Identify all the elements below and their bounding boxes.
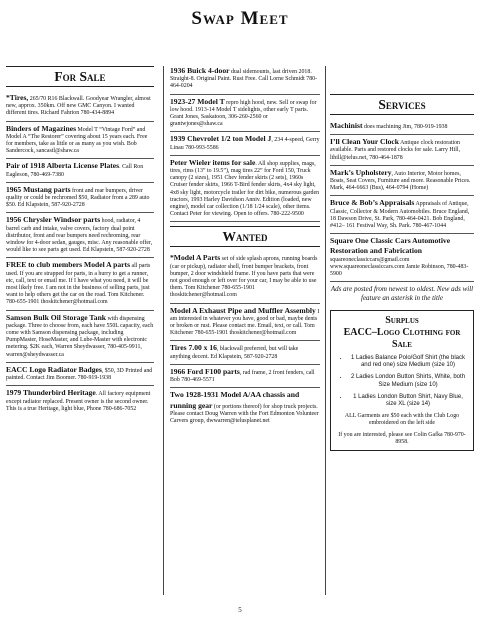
ad-title: 1956 Chrysler Windsor parts	[6, 215, 101, 225]
classified-ad	[170, 304, 320, 342]
classified-ad	[330, 196, 474, 234]
classified-ad	[6, 159, 154, 182]
ad-title: EACC Logo Radiator Badges	[6, 364, 102, 374]
ad-body: Model T “Vintage Ford” and Model A “The Restorer” covering about 15 years each. Free for members, take as little or as many as you wish. Bob Sandercock, sancastl@shaw.ca	[6, 126, 148, 155]
classified-ad	[170, 341, 320, 364]
ad-body: , rad frame, 2 front fenders, call Bob 780-469-5571	[170, 369, 315, 384]
ad-body: set of side splash aprons, running boards (car or pickup), radiator shell, front bumper brackets, front bumper, 2 door windshield frame. If you have parts that were not good enough or left over for your car, I may be able to use them. Tom Kitchener 780-655-1901 thoskitchener@hotmail.com	[170, 256, 318, 299]
classified-ad	[170, 388, 320, 428]
posting-notice: Ads are posted from newest to oldest. New ads will feature an asterisk in the title	[330, 285, 474, 302]
ad-title: 1965 Mustang parts	[6, 184, 71, 194]
ad-title: Samson Bulk Oil Storage Tank	[6, 312, 107, 322]
classified-ad	[330, 135, 474, 166]
clothing-promo-box	[330, 310, 474, 451]
classified-ad	[6, 258, 154, 310]
services-column	[330, 64, 474, 451]
classified-ad	[170, 251, 320, 303]
classified-ad	[170, 64, 320, 95]
ad-title: Tires 7.00 x 16	[170, 343, 217, 353]
ad-title: 1936 Buick 4-door	[170, 66, 230, 75]
ad-body: 265/70 R16 Blackwall. Goodyear Wrangler, almost new, approx. 350km. Off new GMC Canyon. I wanted different tires. Richard Fahrion 780-434-8894	[6, 96, 151, 117]
ad-body: , 234 4-speed, Gerry Linau 780-993-5586	[170, 137, 320, 151]
services-heading: Services	[330, 94, 474, 115]
ad-body: dual sidemounts, last driven 2018. Straight-8. Original Paint. Rust Free. Call Lorne Schmidt 780-464-0204	[170, 69, 318, 90]
ad-title: Two 1928-1931 Model A/AA chassis and running gear	[170, 390, 300, 410]
middle-column	[170, 64, 320, 428]
promo-contact-note: If you are interested, please see Colin Gafka 780-970-8958.	[338, 432, 466, 446]
ad-title: FREE to club members Model A parts	[6, 260, 131, 270]
ad-body: . All factory equipment except radiator replaced. Present owner is the second owner. This is a true Heritage, light blue, Phone 780-686-7052	[6, 391, 151, 412]
ad-body: Antique clock restoration available. Parts and restored clocks for sale. Larry Hill, lthill@telus.net, 780-464-1878	[330, 140, 461, 161]
classified-ad	[170, 132, 320, 155]
classified-ad	[6, 311, 154, 363]
ad-title: Peter Wieler items for sale	[170, 157, 256, 167]
ad-title: Square One Classic Cars Automotive Restoration and Fabrication	[330, 236, 451, 256]
ad-title: Mark’s Upholstery	[330, 167, 392, 177]
ad-body: . Call Ron Eagleson, 780-469-7380	[6, 164, 144, 178]
ad-title: Pair of 1918 Alberta License Plates	[6, 161, 120, 171]
ad-title: I’ll Clean Your Clock	[330, 137, 399, 147]
promo-title-line: Surplus	[385, 315, 419, 327]
ad-body: all parts used. If you are strapped for parts, in a hurry to get a runner, etc, call, text or email me. If I have what you need, it will be most likely free. I am not in the business of selling parts, just want to help others get the car on the road. Tom Kitchener. 780-655-1901 thoskitchener@hotmail.com	[6, 263, 151, 306]
ad-body: squareoneclassiccars@gmail.com www.squareoneclassiccars.com Jamie Robinson, 780-483-5900	[330, 256, 469, 278]
ad-title: 1939 Chevrolet 1/2 ton Model J	[170, 134, 272, 144]
ad-title: Binders of Magazines	[6, 123, 77, 133]
ad-title: 1979 Thunderbird Heritage	[6, 388, 96, 398]
ad-body: does machining Jim, 780-919-1938	[362, 124, 448, 130]
classified-ad	[6, 122, 154, 160]
classified-ad	[6, 386, 154, 416]
promo-item-list	[337, 355, 467, 408]
ad-title: *Model A Parts	[170, 253, 221, 263]
promo-item: • 1 Ladies London Button Shirt, Navy Blue, size XL (size 14)	[349, 394, 467, 408]
promo-title	[337, 315, 467, 351]
classified-ad	[330, 119, 474, 135]
wanted-heading: Wanted	[170, 226, 320, 247]
ad-body: I am interested in whatever you have, good or bad, maybe dents or broken or rust. Please contact me. Email, text, or call. Tom Kitchener 780-655-1901 thoskitchener@hotmail.com	[170, 308, 320, 337]
promo-item: • 2 Ladies London Button Shirts, White, both Size Medium (size 10)	[349, 374, 467, 388]
classified-ad	[170, 156, 320, 223]
classified-ad	[330, 234, 474, 282]
ad-title: *Tires,	[6, 93, 29, 102]
ad-body: repro high hood, new. Sell or swap for low hood. 1913-14 Model T sidelights, other early T parts. Grant Jones, Saskatoon, 306-260-2560 or grantwjones@shaw.ca	[170, 99, 317, 128]
ad-title: Bruce & Bob’s Appraisals	[330, 198, 415, 208]
classified-ad	[6, 213, 154, 258]
ad-body: , $50, 3D Printed and painted. Contact Jim Boomer. 780-919-1938	[6, 367, 153, 382]
ad-title: 1923-27 Model T	[170, 96, 225, 106]
column-divider	[325, 66, 326, 595]
column-divider	[163, 66, 164, 595]
classified-ad	[170, 95, 320, 133]
classified-ad	[170, 365, 320, 388]
classified-ad	[6, 183, 154, 214]
ad-body: front and rear bumpers, driver quality or could be rechromed $50, Radiator from a 289 auto $50. Ed Klapstein, 587-920-2728	[6, 187, 150, 209]
ad-body: Appraisals of Antique, Classic, Collector & Modern Automobiles. Bruce England, 18 Dawson Drive, St. Park, 780-464-0421. Bob England, #412– 161 Festival Way, Sh. Park. 780-467-1044	[330, 201, 470, 230]
promo-item: • 1 Ladies Balance Polo/Golf Shirt (the black and red one) size Medium (size 10)	[349, 355, 467, 369]
classified-ad	[6, 363, 154, 386]
ad-body: , Auto Interior, Motor homes, Boats, Seat Covers, Furniture and more. Reasonable Prices. Mark, 464-6663 (Bus), 464-0794 (Home)	[330, 170, 471, 192]
ad-body: hood, radiator, 4 barrel carb and intake, valve covers, factory dual point distributor, front and rear bumpers need rechroming, rear window for 4-door sedan, gauges, misc. Any reasonable offer, would like to see parts get used. Ed Klapstein, 587-920-2728	[6, 218, 153, 254]
classified-ad	[330, 166, 474, 197]
for-sale-heading: For Sale	[6, 66, 154, 87]
ad-body: . All shop supplies, mags, tires, rims (13” to 19.5”), mag tires 22” for Ford 150, Truck canopy (2 sizes), 1951 Chev fender skirts (2 sets), 1960s Cruiser fender skirts, 1966 T-Bird fender skirts, 4x4 sky light, 4x8 sky light, motorcycle trailer for dirt bike, numerous garden tractors, 1993 Harley Davidson Anniv. Edition (loaded, new engine), model car collection (1/18 1/24 scale), other items. Contact Peter for viewing. Open to offers. 780-222-9500	[170, 160, 320, 218]
ad-body: (or portions thereof) for shop truck projects. Please contact Doug Warren with the Fort Edmonton Volunteer Carvers group, dwwarren@telusplanet.net	[170, 403, 319, 424]
promo-price-note: ALL Garments are $50 each with the Club Logo embroidered on the left side	[344, 413, 460, 427]
page-title: Swap Meet	[191, 8, 289, 29]
ad-body: , blackwall preferred, but will take anything decent. Ed Klapstein, 587-920-2728	[170, 346, 299, 360]
for-sale-column	[6, 66, 154, 416]
ad-title: Machinist	[330, 121, 363, 130]
ad-title: Model A Exhaust Pipe and Muffler Assembly	[170, 305, 316, 315]
page-number: 5	[238, 606, 242, 614]
promo-title-line: EACC–Logo Clothing for Sale	[343, 327, 461, 351]
ad-title: 1966 Ford F100 parts	[170, 366, 240, 376]
ad-body: with dispensing package. Three to choose from, each have 550L capacity, each come with Samson dispensing package, including PumpMaster, HoseMaster, and Lube-Master with electronic metering. $2K each, Warren Sheydwasser, 780-405-9911, warren@sheydwasser.ca	[6, 315, 154, 358]
classified-ad	[6, 91, 154, 122]
